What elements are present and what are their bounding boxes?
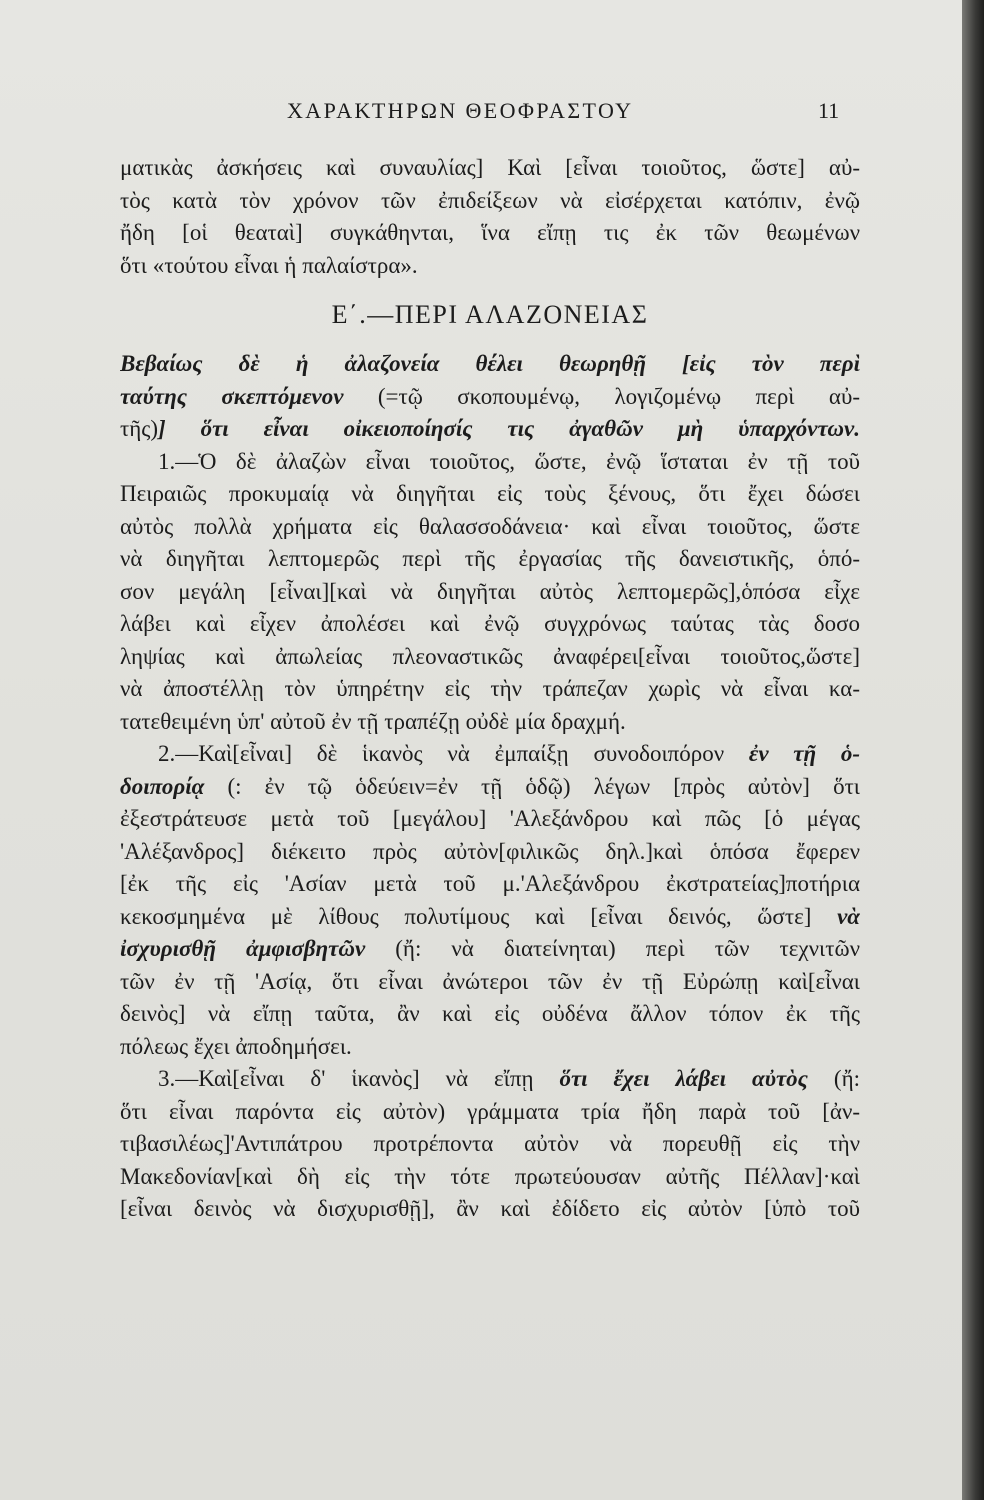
line-text: τὸς κατὰ τὸν χρόνον τῶν ἐπιδείξεων νὰ εἰσέρχεται κατόπιν, ἐνῷ: [120, 187, 860, 213]
line-text: ἤδη [οἱ θεαταὶ] συγκάθηνται, ἵνα εἴπῃ τις ἐκ τῶν θεωμένων: [120, 220, 860, 245]
line-text: τατεθειμένη ὑπ' αὐτοῦ ἐν τῇ τραπέζῃ οὐδὲ μία δραχμή.: [120, 708, 626, 734]
line-text: λάβει καὶ εἶχεν ἀπολέσει καὶ ἐνῷ συγχρόνως ταύτας τὰς δοσο: [120, 611, 860, 636]
emphasis-text: ἐν τῇ ὁ-: [748, 741, 860, 766]
line-text: πόλεως ἔχει ἀποδημήσει.: [120, 1033, 352, 1059]
line-text: δεινὸς] νὰ εἴπῃ ταῦτα, ἂν καὶ εἰς οὐδένα ἄλλον τόπον ἐκ τῆς: [120, 1001, 860, 1026]
text-line: [120, 348, 860, 381]
emphasis-text: ἰσχυρισθῇ ἀμφισβητῶν: [120, 936, 366, 961]
text-line: [120, 803, 860, 836]
text-line: [120, 250, 860, 283]
text-line: [120, 706, 860, 739]
emphasis-text: νὰ: [837, 903, 860, 929]
line-text: 2.—Καὶ[εἶναι] δὲ ἱκανὸς νὰ ἐμπαίξῃ συνοδοιπόρον: [158, 741, 749, 766]
text-line: [120, 478, 860, 511]
line-text: 3.—Καὶ[εἶναι δ' ἱκανὸς] νὰ εἴπῃ: [158, 1066, 560, 1091]
line-text: νὰ διηγῆται λεπτομερῶς περὶ τῆς ἐργασίας τῆς δανειστικῆς, ὁπό-: [120, 546, 860, 571]
text-line: [120, 381, 860, 414]
body-text: [120, 152, 860, 1226]
line-text: τῆς): [120, 416, 159, 441]
line-text: (ἤ:: [807, 1066, 860, 1091]
text-line: [120, 185, 860, 218]
text-line: [120, 1031, 860, 1064]
text-line: [120, 868, 860, 901]
emphasis-text: Βεβαίως δὲ ἡ ἀλαζονεία θέλει θεωρηθῇ [εἰς τὸν περὶ: [120, 351, 860, 376]
text-line: [120, 1193, 860, 1226]
line-text: ὅτι: [120, 252, 153, 278]
text-line: [120, 543, 860, 576]
page-number: 11: [818, 98, 840, 123]
text-line: [120, 641, 860, 674]
text-line: [120, 673, 860, 706]
text-line: [120, 901, 860, 934]
line-text: ἐξεστράτευσε μετὰ τοῦ [μεγάλου] 'Αλεξάνδρου καὶ πῶς [ὁ μέγας: [120, 806, 860, 831]
text-line: [120, 511, 860, 544]
line-text: αὐτὸς πολλὰ χρήματα εἰς θαλασσοδάνεια· καὶ εἶναι τοιοῦτος, ὥστε: [120, 513, 860, 539]
line-text: [ἐκ τῆς εἰς 'Ασίαν μετὰ τοῦ μ.'Αλεξάνδρου ἐκστρατείας]ποτήρια: [120, 871, 860, 896]
line-text: «τούτου εἶναι ἡ παλαίστρα».: [152, 252, 418, 278]
text-line: [120, 446, 860, 479]
line-text: ὅτι εἶναι παρόντα εἰς αὐτὸν) γράμματα τρία ἤδη παρὰ τοῦ [ἀν-: [120, 1098, 860, 1124]
text-line: [120, 1161, 860, 1194]
line-text: (ἤ: νὰ διατείνηται) περὶ τῶν τεχνιτῶν: [365, 936, 860, 961]
line-text: (=τῷ σκοπουμένῳ, λογιζομένῳ περὶ αὐ-: [343, 383, 860, 409]
text-line: [120, 738, 860, 771]
line-text: (: ἐν τῷ ὁδεύειν=ἐν τῇ ὁδῷ) λέγων [πρὸς αὐτὸν] ὅτι: [204, 773, 860, 799]
text-line: [120, 836, 860, 869]
emphasis-text: δοιπορίᾳ: [120, 773, 205, 799]
emphasis-text: ὅτι ἔχει λάβει αὐτὸς: [559, 1066, 808, 1091]
line-text: 1.—Ὁ δὲ ἀλαζὼν εἶναι τοιοῦτος, ὥστε, ἐνῷ ἵσταται ἐν τῇ τοῦ: [158, 448, 860, 474]
line-text: Μακεδονίαν[καὶ δὴ εἰς τὴν τότε πρωτεύουσαν αὐτῆς Πέλλαν]·καὶ: [120, 1163, 860, 1189]
line-text: ματικὰς ἀσκήσεις καὶ συναυλίας] Καὶ [εἶναι τοιοῦτος, ὥστε] αὐ-: [120, 155, 860, 180]
line-text: νὰ ἀποστέλλῃ τὸν ὑπηρέτην εἰς τὴν τράπεζαν χωρὶς νὰ εἶναι κα-: [120, 676, 860, 701]
text-line: [120, 576, 860, 609]
line-text: ληψίας καὶ ἀπωλείας πλεοναστικῶς ἀναφέρει[εἶναι τοιοῦτος,ὥστε]: [120, 643, 860, 669]
page-edge-shadow: [962, 0, 984, 1500]
text-line: [120, 413, 860, 446]
line-text: κεκοσμημένα μὲ λίθους πολυτίμους καὶ [εἶναι δεινός, ὥστε]: [120, 903, 838, 929]
text-line: [120, 933, 860, 966]
section-heading: Ε΄.—ΠΕΡΙ ΑΛΑΖΟΝΕΙΑΣ: [331, 300, 649, 329]
text-line: [120, 608, 860, 641]
line-text: σον μεγάλη [εἶναι][καὶ νὰ διηγῆται αὐτὸς λεπτομερῶς],ὁπόσα εἶχε: [120, 578, 860, 604]
text-line: [120, 152, 860, 185]
line-text: [εἶναι δεινὸς νὰ δισχυρισθῇ], ἂν καὶ ἐδίδετο εἰς αὐτὸν [ὑπὸ τοῦ: [120, 1196, 860, 1221]
emphasis-text: ] ὅτι εἶναι οἰκειοποίησίς τις ἀγαθῶν μὴ ὑπαρχόντων.: [158, 416, 860, 441]
line-text: τῶν ἐν τῇ 'Ασίᾳ, ὅτι εἶναι ἀνώτεροι τῶν ἐν τῇ Εὐρώπῃ καὶ[εἶναι: [120, 968, 860, 994]
text-line: [120, 966, 860, 999]
text-line: [120, 998, 860, 1031]
running-head: ΧΑΡΑΚΤΗΡΩΝ ΘΕΟΦΡΑΣΤΟΥ: [287, 98, 634, 123]
text-line: [120, 1128, 860, 1161]
emphasis-text: ταύτης σκεπτόμενον: [120, 383, 344, 409]
text-line: [120, 217, 860, 250]
text-line: [120, 1096, 860, 1129]
text-line: [120, 771, 860, 804]
line-text: Πειραιῶς προκυμαίᾳ νὰ διηγῆται εἰς τοὺς ξένους, ὅτι ἔχει δώσει: [120, 481, 860, 506]
page-header: [0, 98, 984, 128]
line-text: τιβασιλέως]'Αντιπάτρου προτρέποντα αὐτὸν νὰ πορευθῇ εἰς τὴν: [120, 1131, 860, 1156]
line-text: 'Αλέξανδρος] διέκειτο πρὸς αὐτὸν[φιλικῶς δηλ.]καὶ ὁπόσα ἔφερεν: [120, 838, 860, 864]
text-line: [120, 1063, 860, 1096]
